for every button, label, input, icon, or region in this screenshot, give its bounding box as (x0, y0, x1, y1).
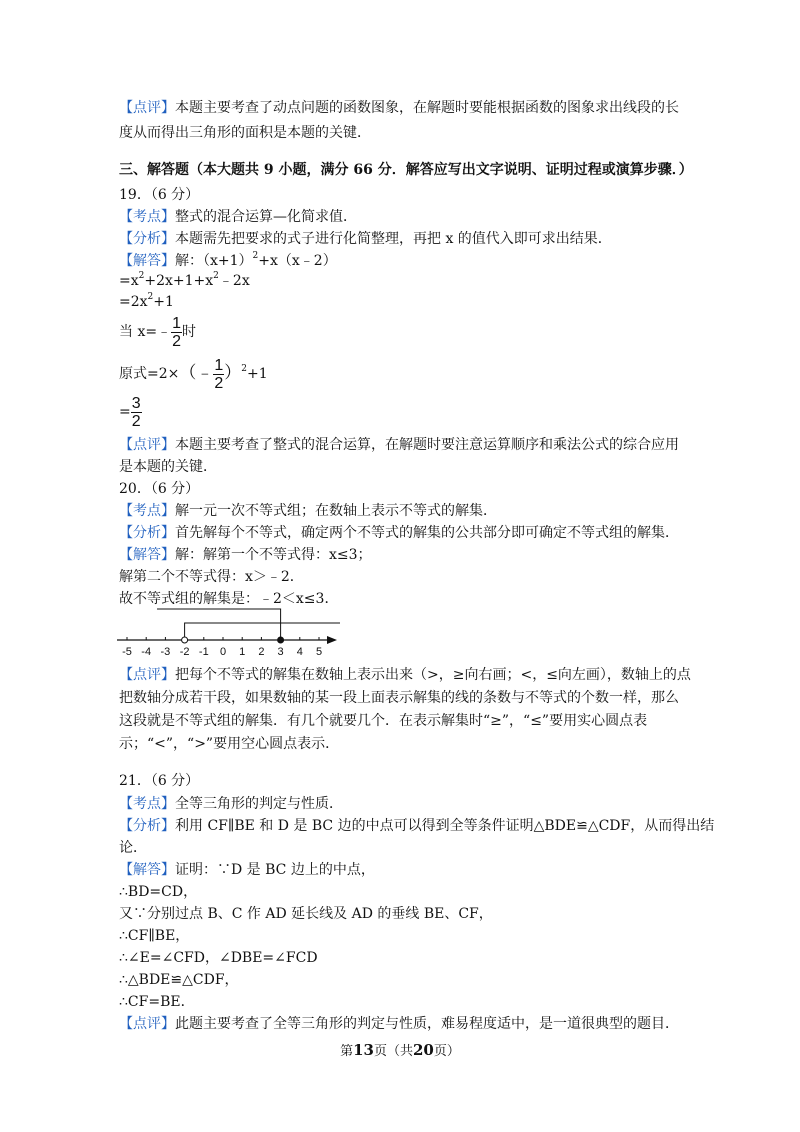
q19-step-2: $=x^2+2x+1+x^2﹣2x$ (119, 271, 250, 289)
total-pages: 20 (413, 1041, 434, 1059)
comment-tag: 【点评】 (119, 437, 175, 453)
tick-label: 3 (277, 646, 284, 658)
solution-line-greater (185, 623, 340, 640)
fenxi-tag: 【分析】 (119, 818, 175, 834)
comment-tag: 【点评】 (119, 100, 175, 116)
solution-line-less-equal (157, 609, 281, 640)
q21-jieda-2: ∴BD=CD， (119, 884, 198, 900)
fenxi-tag: 【分析】 (119, 231, 175, 247)
comment-tag: 【点评】 (119, 667, 175, 683)
q20-comment-line-1: 【点评】把每个不等式的解集在数轴上表示出来（>，≥向右画；<，≤向左画），数轴上的点 (119, 667, 691, 683)
jieda-tag: 【解答】 (119, 253, 175, 269)
tick-label: 1 (239, 646, 246, 658)
tick-label: -3 (160, 646, 171, 658)
tick-label: -2 (179, 646, 190, 658)
current-page: 13 (353, 1041, 374, 1059)
q19-header: 19．（6 分） (119, 187, 200, 203)
kaodian-tag: 【考点】 (119, 209, 175, 225)
q19-comment-line-1: 【点评】本题主要考查了整式的混合运算，在解题时要注意运算顺序和乘法公式的综合应用 (119, 437, 679, 453)
jieda-tag: 【解答】 (119, 862, 175, 878)
tick-label: 5 (315, 646, 323, 658)
q19-comment-line-2: 是本题的关键． (119, 459, 217, 475)
q21-fenxi-line-1: 【分析】利用 CF∥BE 和 D 是 BC 边的中点可以得到全等条件证明△BDE≌△CDF，从而得出结 (119, 818, 715, 834)
q21-jieda-1: 【解答】证明：∵D 是 BC 边上的中点， (119, 862, 375, 878)
q21-jieda-4: ∴CF∥BE， (119, 928, 190, 944)
tick-label: 4 (296, 646, 303, 658)
q19-step-3: $=2x^2+1$ (119, 292, 174, 310)
tick-label: -4 (141, 646, 152, 658)
q20-jieda-1: 【解答】解：解第一个不等式得：x≤3； (119, 547, 372, 563)
q21-fenxi-line-2: 论． (119, 840, 147, 856)
q20-jieda-2: 解第二个不等式得：x＞﹣2． (119, 569, 304, 585)
fraction: $\frac{1}{2}$ (172, 314, 181, 350)
number-line-figure (115, 605, 345, 660)
axis-arrow (327, 636, 337, 644)
q21-header: 21．（6 分） (119, 773, 200, 789)
open-point (182, 637, 188, 643)
q21-comment: 【点评】此题主要考查了全等三角形的判定与性质，难易程度适中，是一道很典型的题目． (119, 1016, 679, 1032)
comment-tag: 【点评】 (119, 1016, 175, 1032)
q19-result: = $\frac{3}{2}$ (119, 394, 141, 430)
q21-jieda-3: 又∵分别过点 B、C 作 AD 延长线及 AD 的垂线 BE、CF， (119, 906, 493, 922)
fenxi-tag: 【分析】 (119, 525, 175, 541)
q19-kaodian: 【考点】整式的混合运算—化简求值． (119, 209, 357, 225)
q21-kaodian: 【考点】全等三角形的判定与性质． (119, 796, 343, 812)
closed-point (278, 637, 284, 643)
tick-label: -1 (198, 646, 209, 658)
q19-fenxi: 【分析】本题需先把要求的式子进行化简整理，再把 x 的值代入即可求出结果． (119, 231, 612, 247)
q19-yuanshi: 原式=2×（﹣ $\frac{1}{2}$ ）$^2$+1 (119, 356, 268, 392)
jieda-tag: 【解答】 (119, 547, 175, 563)
q21-jieda-5: ∴∠E=∠CFD，∠DBE=∠FCD (119, 950, 318, 966)
q18-comment-line-2: 度从而得出三角形的面积是本题的关键． (119, 125, 371, 141)
q20-comment-line-4: 示；“<”，“>”要用空心圆点表示． (119, 736, 340, 752)
q21-jieda-7: ∴CF=BE． (119, 994, 195, 1010)
tick-label: -5 (122, 646, 132, 658)
q20-comment-line-3: 这段就是不等式组的解集．有几个就要几个．在表示解集时“≥”，“≤”要用实心圆点表 (119, 713, 648, 729)
kaodian-tag: 【考点】 (119, 503, 175, 519)
fraction: $\frac{3}{2}$ (131, 394, 141, 430)
q20-jieda-3: 故不等式组的解集是：﹣2＜x≤3． (119, 591, 339, 607)
q20-comment-line-2: 把数轴分成若干段，如果数轴的某一段上面表示解集的线的条数与不等式的个数一样，那么 (119, 690, 679, 706)
tick-label: 2 (258, 646, 265, 658)
q19-jieda: 【解答】解：$(x+1)^2+x(x﹣2)$ (119, 251, 337, 269)
page-footer: 第13页（共20页） (340, 1041, 460, 1059)
q21-jieda-6: ∴△BDE≌△CDF， (119, 972, 239, 988)
q20-fenxi: 【分析】首先解每个不等式，确定两个不等式的解集的公共部分即可确定不等式组的解集． (119, 525, 679, 541)
fraction: $\frac{1}{2}$ (214, 356, 224, 392)
q20-kaodian: 【考点】解一元一次不等式组；在数轴上表示不等式的解集． (119, 503, 497, 519)
kaodian-tag: 【考点】 (119, 796, 175, 812)
q19-when-x: 当 x=﹣ $\frac{1}{2}$ 时 (119, 314, 196, 350)
q18-comment-line-1: 【点评】本题主要考查了动点问题的函数图象，在解题时要能根据函数的图象求出线段的长 (119, 100, 679, 116)
q20-header: 20．（6 分） (119, 481, 200, 497)
section-title: 三、解答题（本大题共 9 小题，满分 66 分．解答应写出文字说明、证明过程或演算步骤．） (119, 162, 693, 178)
tick-label: 0 (219, 646, 227, 658)
